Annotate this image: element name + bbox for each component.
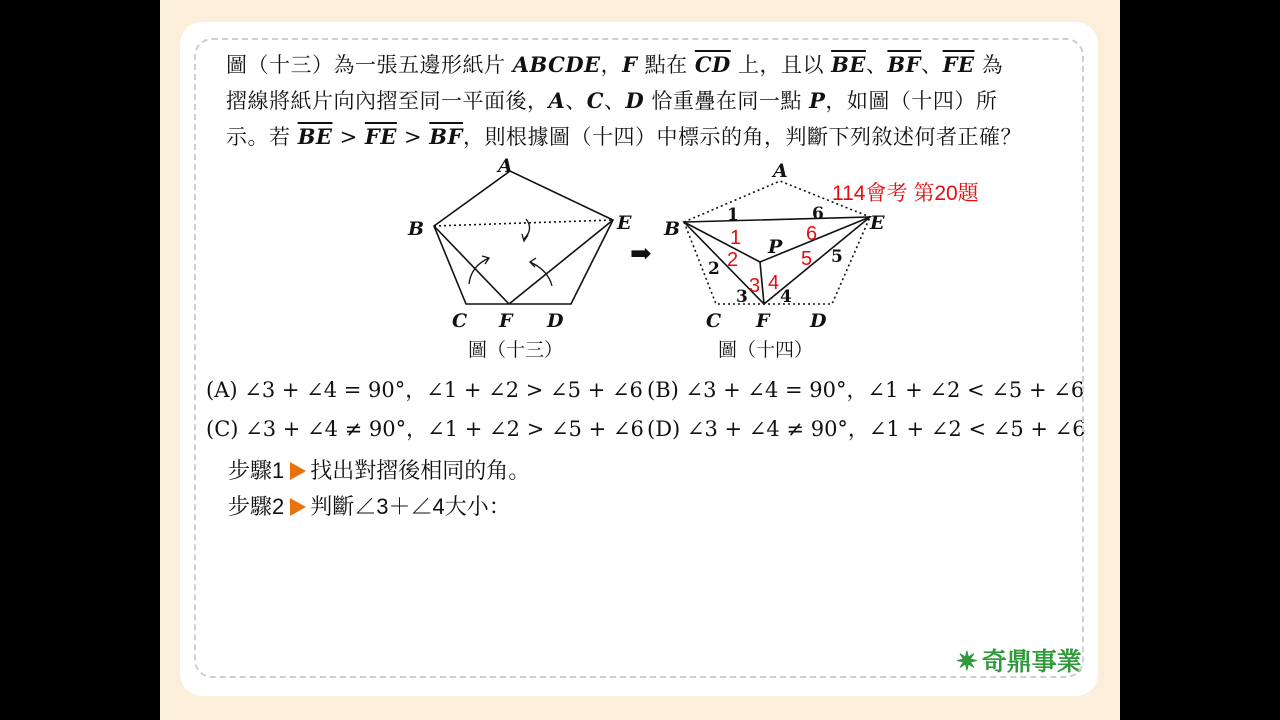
step-2-label: 步驟2 (228, 494, 285, 519)
exam-reference: 114會考 第20題 (832, 182, 979, 205)
angle-label-3: 3 (736, 287, 748, 307)
step-2-text: 判斷∠3＋∠4大小： (310, 494, 511, 519)
fig13-label-F: F (499, 310, 513, 332)
angle-label-6: 6 (812, 204, 824, 224)
red-angle-3: 3 (749, 275, 761, 297)
step-2 (228, 490, 511, 521)
figure-14-caption: 圖（十四） (718, 339, 814, 361)
fig14-label-C: C (706, 310, 722, 332)
fig14-label-A: A (773, 160, 788, 182)
fig14-label-D: D (810, 310, 827, 332)
geometry-figures (180, 22, 1098, 696)
step-1-label: 步驟1 (228, 458, 285, 483)
fig14-label-B: B (664, 218, 681, 240)
publisher-logo (956, 642, 1082, 678)
fig14-label-F: F (756, 310, 770, 332)
running-figure-icon: ✷ (956, 646, 978, 676)
step-arrow-icon (290, 498, 306, 516)
red-angle-4: 4 (768, 272, 780, 294)
fig13-label-E: E (617, 212, 632, 234)
angle-label-1: 1 (727, 205, 739, 225)
angle-label-5: 5 (831, 247, 843, 267)
option-c[interactable]: (C) ∠3 + ∠4 ≠ 90°，∠1 + ∠2 > ∠5 + ∠6 (206, 417, 644, 441)
logo-text: 奇鼎事業 (981, 648, 1082, 676)
step-arrow-icon (290, 462, 306, 480)
red-angle-2: 2 (727, 249, 739, 271)
step-1 (228, 454, 530, 485)
fig14-label-E: E (870, 212, 885, 234)
slide (160, 0, 1120, 720)
fig13-label-B: B (408, 218, 425, 240)
angle-label-4: 4 (780, 287, 792, 307)
option-a[interactable]: (A) ∠3 + ∠4 = 90°，∠1 + ∠2 > ∠5 + ∠6 (206, 378, 643, 402)
angle-label-2: 2 (708, 259, 720, 279)
fig14-label-P: P (768, 236, 783, 258)
fig13-label-C: C (452, 310, 468, 332)
question-line-3: 示。若 $\overline{BE} > \overline{FE} > \overline{BF}$，則根據圖（十四）中標示的角，判斷下列敘述何者正確？ (226, 124, 1022, 149)
question-line-1: 圖（十三）為一張五邊形紙片 ABCDE，F 點在 $\overline{CD}$ 上，且以 $\overline{BE}$、$\overline{BF}$、$\overline{FE}$ 為 (226, 52, 1004, 77)
figure-13-pentagon (434, 171, 613, 304)
figure-13-caption: 圖（十三） (468, 339, 564, 361)
step-1-text: 找出對摺後相同的角。 (310, 458, 531, 483)
fig13-label-D: D (547, 310, 564, 332)
fig13-label-A: A (498, 155, 513, 177)
question-line-2: 摺線將紙片向內摺至同一平面後，A、C、D 恰重疊在同一點 P，如圖（十四）所 (226, 88, 998, 113)
red-angle-6: 6 (806, 223, 818, 245)
red-angle-5: 5 (801, 248, 813, 270)
content-card (180, 22, 1098, 696)
transform-arrow-icon: ➡ (630, 239, 652, 269)
option-b[interactable]: (B) ∠3 + ∠4 = 90°，∠1 + ∠2 < ∠5 + ∠6 (647, 378, 1085, 402)
option-d[interactable]: (D) ∠3 + ∠4 ≠ 90°，∠1 + ∠2 < ∠5 + ∠6 (647, 417, 1086, 441)
red-angle-1: 1 (730, 227, 742, 249)
figure-14-folded (684, 181, 870, 304)
